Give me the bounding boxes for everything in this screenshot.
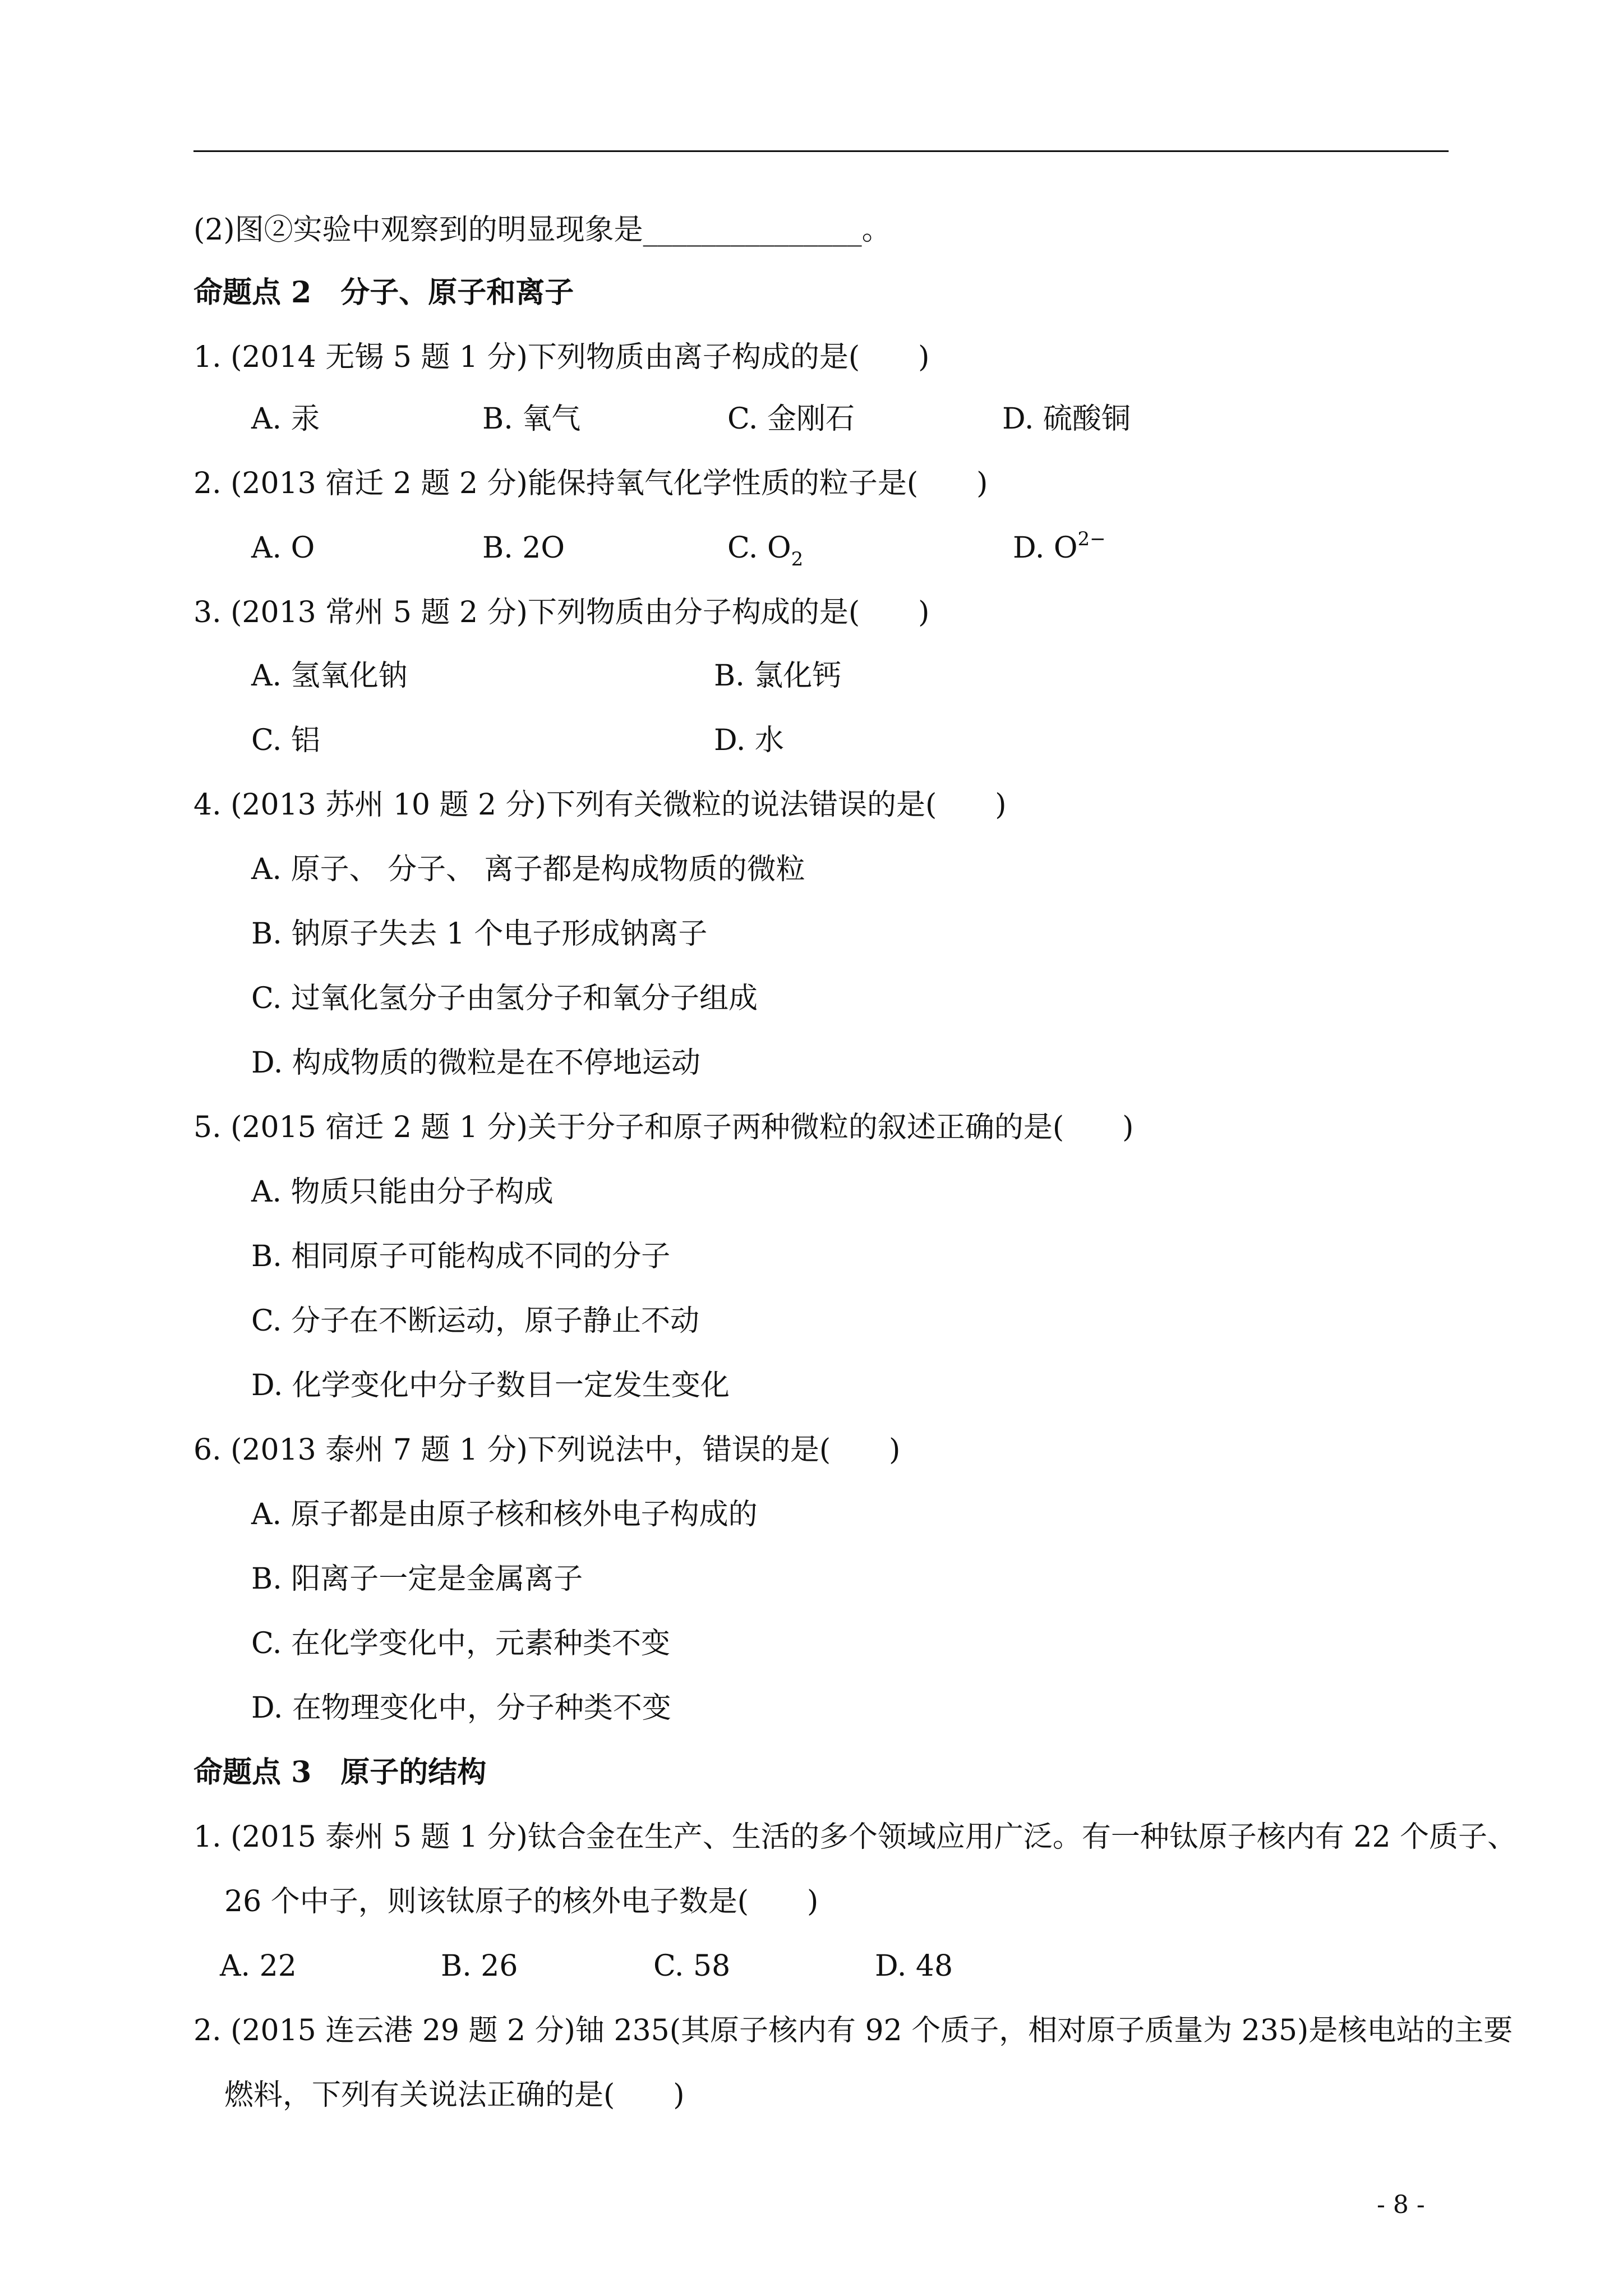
section-3-heading: 命题点 3 原子的结构 <box>193 1755 487 1789</box>
q2-stem: 2. (2013 宿迁 2 题 2 分)能保持氧气化学性质的粒子是( ) <box>193 467 988 500</box>
q6-stem: 6. (2013 泰州 7 题 1 分)下列说法中，错误的是( ) <box>193 1433 901 1467</box>
q2-option-d-superscript: 2− <box>1077 528 1106 550</box>
q1-option-b: B. 氧气 <box>482 402 581 436</box>
q6-option-b: B. 阳离子一定是金属离子 <box>251 1562 583 1596</box>
s3-q1-option-b: B. 26 <box>441 1949 518 1983</box>
page-number: - 8 - <box>1377 2191 1425 2219</box>
q4-option-d: D. 构成物质的微粒是在不停地运动 <box>251 1046 700 1080</box>
q5-option-b: B. 相同原子可能构成不同的分子 <box>251 1240 671 1273</box>
s3-q1-option-c: C. 58 <box>653 1949 731 1983</box>
q2-option-c-subscript: 2 <box>791 548 804 570</box>
s3-q1-stem-line1: 1. (2015 泰州 5 题 1 分)钛合金在生产、生活的多个领域应用广泛。有一种钛原子核内有 22 个质子、 <box>193 1820 1517 1854</box>
q5-option-d: D. 化学变化中分子数目一定发生变化 <box>251 1369 730 1402</box>
q3-option-d: D. 水 <box>714 724 784 757</box>
q2-option-d <box>1013 530 1106 569</box>
q6-option-d: D. 在物理变化中，分子种类不变 <box>251 1691 671 1725</box>
q2-option-b: B. 2O <box>482 531 565 565</box>
q1-option-c: C. 金刚石 <box>727 402 855 436</box>
q4-stem: 4. (2013 苏州 10 题 2 分)下列有关微粒的说法错误的是( ) <box>193 788 1007 822</box>
s3-q1-option-a: A. 22 <box>220 1949 297 1983</box>
q6-option-c: C. 在化学变化中，元素种类不变 <box>251 1627 670 1660</box>
q4-option-c: C. 过氧化氢分子由氢分子和氧分子组成 <box>251 982 758 1015</box>
q1-option-a: A. 汞 <box>251 402 320 436</box>
q3-option-a: A. 氢氧化钠 <box>251 659 408 693</box>
q2-option-c-text: C. O <box>727 531 791 565</box>
q4-option-b: B. 钠原子失去 1 个电子形成钠离子 <box>251 917 708 951</box>
s3-q2-stem-line1: 2. (2015 连云港 29 题 2 分)铀 235(其原子核内有 92 个质子，相对原子质量为 235)是核电站的主要 <box>193 2014 1513 2047</box>
q5-stem: 5. (2015 宿迁 2 题 1 分)关于分子和原子两种微粒的叙述正确的是( ) <box>193 1111 1134 1144</box>
s3-q1-stem-line2: 26 个中子，则该钛原子的核外电子数是( ) <box>224 1885 819 1918</box>
s3-q2-stem-line2: 燃料，下列有关说法正确的是( ) <box>224 2078 685 2112</box>
q2-option-a: A. O <box>251 531 315 565</box>
intro-line: (2)图②实验中观察到的明显现象是_______________。 <box>193 213 891 247</box>
q3-option-b: B. 氯化钙 <box>714 659 842 693</box>
q6-option-a: A. 原子都是由原子核和核外电子构成的 <box>251 1498 758 1531</box>
q4-option-a: A. 原子、 分子、 离子都是构成物质的微粒 <box>251 853 805 886</box>
header-rule <box>193 150 1449 152</box>
s3-q1-option-d: D. 48 <box>875 1949 953 1983</box>
q1-option-d: D. 硫酸铜 <box>1002 402 1131 436</box>
q2-option-d-text: D. O <box>1013 531 1078 565</box>
q5-option-c: C. 分子在不断运动，原子静止不动 <box>251 1304 699 1338</box>
q3-option-c: C. 铝 <box>251 724 320 757</box>
section-2-heading: 命题点 2 分子、原子和离子 <box>193 275 574 310</box>
q5-option-a: A. 物质只能由分子构成 <box>251 1175 554 1209</box>
q1-stem: 1. (2014 无锡 5 题 1 分)下列物质由离子构成的是( ) <box>193 341 930 374</box>
q3-stem: 3. (2013 常州 5 题 2 分)下列物质由分子构成的是( ) <box>193 596 930 629</box>
q2-option-c <box>727 530 803 569</box>
